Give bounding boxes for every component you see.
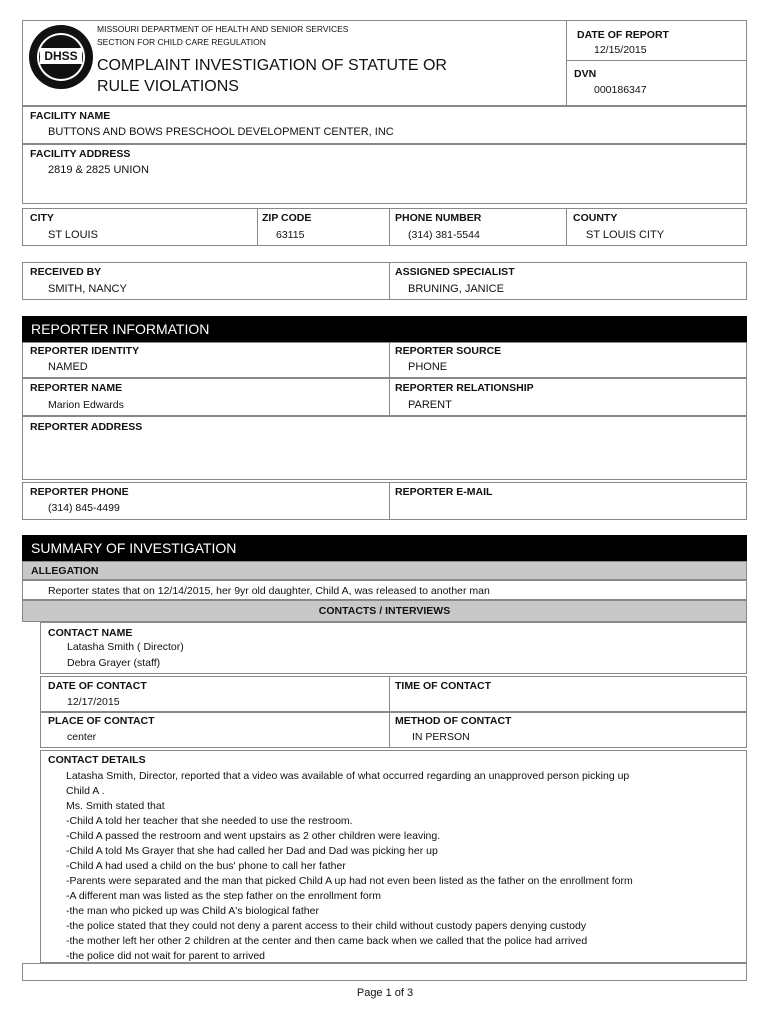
date-of-contact-label: DATE OF CONTACT [48,680,147,692]
details-line: -A different man was listed as the step father on the enrollment form [66,890,381,902]
logo-text: DHSS [44,49,78,63]
time-of-contact-label: TIME OF CONTACT [395,680,492,692]
reporter-email-label: REPORTER E-MAIL [395,486,493,498]
allegation-text: Reporter states that on 12/14/2015, her 9yr old daughter, Child A, was released to another man [48,585,490,597]
reporter-phone-value: (314) 845-4499 [48,502,120,514]
method-of-contact-value: IN PERSON [412,731,470,743]
county-label: COUNTY [573,212,618,224]
reporter-source-value: PHONE [408,361,448,373]
contact-details-text [66,769,633,964]
page-number: Page 1 of 3 [356,987,414,999]
bottom-spacer-box [22,963,747,981]
details-line: -Child A told Ms Grayer that she had called her Dad and Dad was picking her up [66,845,438,857]
dhss-seal-logo [28,24,94,90]
specialist-value: BRUNING, JANICE [408,283,504,295]
received-by-label: RECEIVED BY [30,266,102,278]
contacts-header [22,600,747,622]
place-of-contact-value: center [67,731,97,743]
reporter-name-label: REPORTER NAME [30,382,123,394]
allegation-label: ALLEGATION [31,565,99,577]
facility-address-label: FACILITY ADDRESS [30,148,131,160]
details-line: -Child A passed the restroom and went upstairs as 2 other children were leaving. [66,830,441,842]
date-of-contact-value: 12/17/2015 [67,696,120,708]
place-of-contact-label: PLACE OF CONTACT [48,715,155,727]
reporter-name-value: Marion Edwards [48,399,124,411]
dept-name: MISSOURI DEPARTMENT OF HEALTH AND SENIOR SERVICES [97,24,349,34]
form-title-line2: RULE VIOLATIONS [97,78,239,95]
details-line: -the police did not wait for parent to arrived [66,950,266,962]
reporter-phone-box [22,482,747,520]
county-value: ST LOUIS CITY [586,229,665,241]
dvn-label: DVN [574,68,597,80]
details-line: -the mother left her other 2 children at the center and then came back when we called that the police had arrived [66,935,588,947]
city-label: CITY [30,212,54,224]
reporter-relationship-value: PARENT [408,399,452,411]
facility-name-label: FACILITY NAME [30,110,111,122]
zip-value: 63115 [276,229,305,241]
specialist-label: ASSIGNED SPECIALIST [395,266,515,278]
phone-label: PHONE NUMBER [395,212,482,224]
details-line: -Child A had used a child on the bus' phone to call her father [66,860,346,872]
details-line: -Parents were separated and the man that picked Child A up had not even been listed as the father on the enrollment form [66,875,633,887]
facility-address-value: 2819 & 2825 UNION [48,164,149,176]
dept-section: SECTION FOR CHILD CARE REGULATION [97,37,266,47]
method-of-contact-label: METHOD OF CONTACT [395,715,512,727]
facility-name-value: BUTTONS AND BOWS PRESCHOOL DEVELOPMENT CENTER, INC [48,126,394,138]
facility-name-box [22,106,747,144]
details-line: Child A . [66,785,105,797]
dvn-value: 000186347 [594,84,647,96]
received-by-value: SMITH, NANCY [48,283,127,295]
contacts-label: CONTACTS / INTERVIEWS [318,605,451,617]
summary-section-title: SUMMARY OF INVESTIGATION [31,540,237,556]
phone-value: (314) 381-5544 [408,229,480,241]
reporter-identity-value: NAMED [48,361,88,373]
date-of-report-label: DATE OF REPORT [577,29,669,41]
allegation-header [22,561,747,580]
date-of-report-value: 12/15/2015 [594,44,647,56]
reporter-source-label: REPORTER SOURCE [395,345,502,357]
details-line: -Child A told her teacher that she needed to use the restroom. [66,815,353,827]
details-line: Latasha Smith, Director, reported that a video was available of what occurred regarding an unapproved person picking up [66,770,630,782]
reporter-identity-label: REPORTER IDENTITY [30,345,140,357]
details-line: Ms. Smith stated that [66,800,165,812]
zip-label: ZIP CODE [262,212,312,224]
contact-name-1: Latasha Smith ( Director) [67,641,184,653]
city-value: ST LOUIS [48,229,98,241]
summary-section-header [22,535,747,561]
form-title-line1: COMPLAINT INVESTIGATION OF STATUTE OR [97,57,447,74]
contact-name-2: Debra Grayer (staff) [67,657,161,669]
reporter-name-box [22,378,747,416]
reporter-relationship-label: REPORTER RELATIONSHIP [395,382,534,394]
details-line: -the police stated that they could not deny a parent access to their child without custody papers denying custody [66,920,587,932]
details-line: -the man who picked up was Child A's biological father [66,905,319,917]
contact-name-label: CONTACT NAME [48,627,133,639]
reporter-section-header [22,316,747,342]
reporter-phone-label: REPORTER PHONE [30,486,129,498]
reporter-section-title: REPORTER INFORMATION [31,321,210,337]
reporter-address-label: REPORTER ADDRESS [30,421,143,433]
received-row-box [22,262,747,300]
contact-details-label: CONTACT DETAILS [48,754,146,766]
